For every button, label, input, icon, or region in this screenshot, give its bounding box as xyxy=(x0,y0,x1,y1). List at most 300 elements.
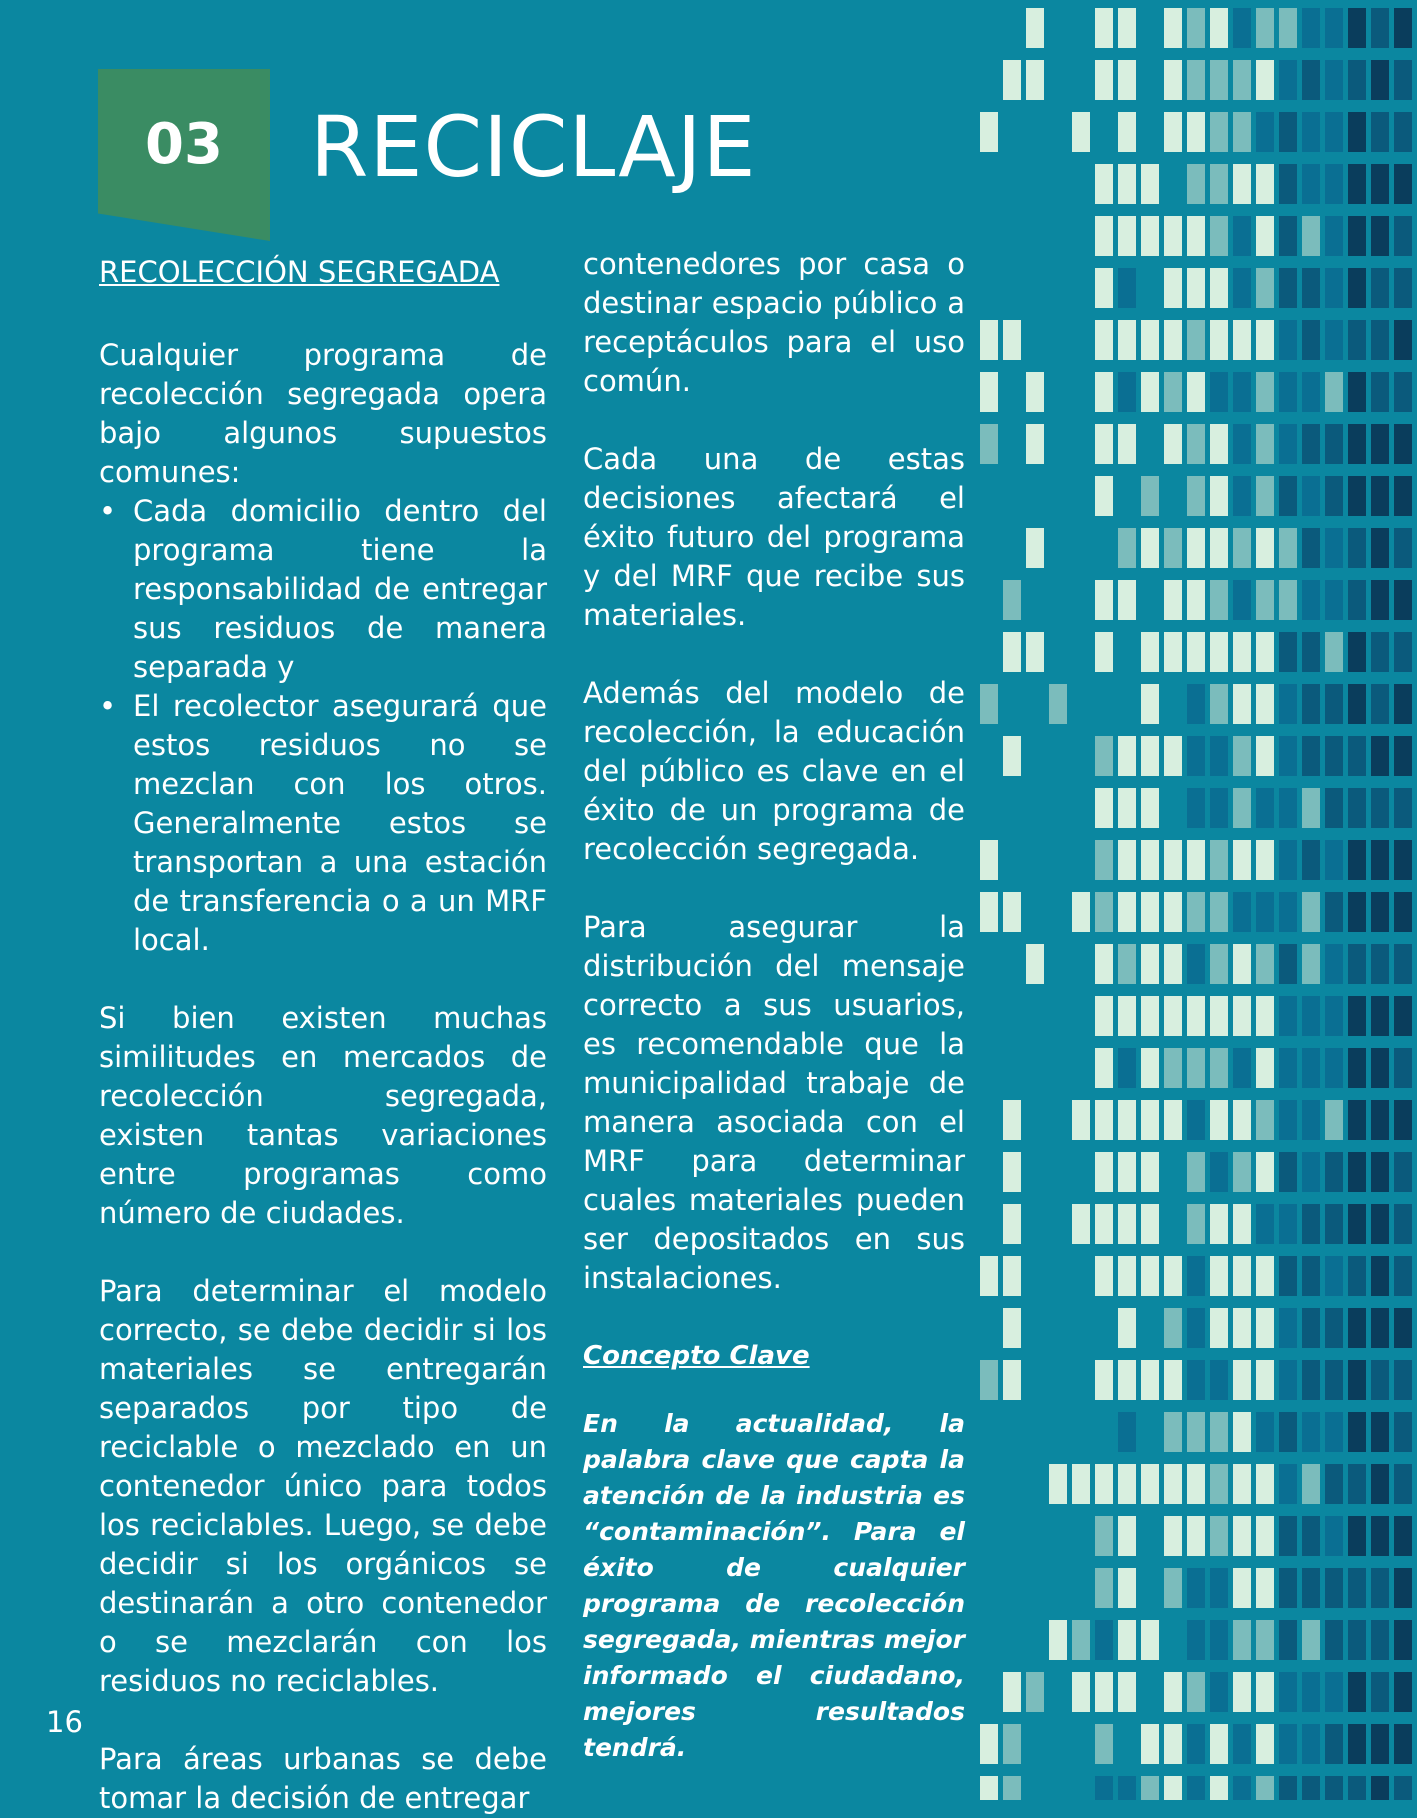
mosaic-tile xyxy=(1210,736,1228,776)
mosaic-tile xyxy=(1302,1204,1320,1244)
mosaic-tile xyxy=(1302,60,1320,100)
mosaic-tile xyxy=(1348,944,1366,984)
mosaic-tile xyxy=(1187,788,1205,828)
mosaic-tile xyxy=(1233,788,1251,828)
mosaic-tile xyxy=(1325,528,1343,568)
mosaic-tile xyxy=(1187,268,1205,308)
mosaic-tile xyxy=(1325,216,1343,256)
mosaic-tile xyxy=(1210,1204,1228,1244)
mosaic-tile xyxy=(1348,736,1366,776)
mosaic-tile xyxy=(1394,372,1412,412)
mosaic-tile xyxy=(1164,1360,1182,1400)
mosaic-tile xyxy=(1233,216,1251,256)
mosaic-tile xyxy=(1233,1672,1251,1712)
mosaic-tile xyxy=(1072,112,1090,152)
mosaic-tile xyxy=(1210,1152,1228,1192)
mosaic-tile xyxy=(1095,632,1113,672)
mosaic-tile xyxy=(1210,268,1228,308)
mosaic-tile xyxy=(1279,60,1297,100)
mosaic-tile xyxy=(1394,1204,1412,1244)
mosaic-tile xyxy=(1003,60,1021,100)
mosaic-tile xyxy=(1279,736,1297,776)
mosaic-tile xyxy=(1348,1204,1366,1244)
mosaic-tile xyxy=(1325,60,1343,100)
mosaic-tile xyxy=(1302,1724,1320,1764)
bullet-icon: • xyxy=(99,689,117,723)
mosaic-tile xyxy=(1095,840,1113,880)
mosaic-tile xyxy=(1233,476,1251,516)
mosaic-tile xyxy=(1164,424,1182,464)
mosaic-tile xyxy=(1279,1776,1297,1800)
mosaic-tile xyxy=(1325,1672,1343,1712)
mosaic-tile xyxy=(1371,840,1389,880)
mosaic-tile xyxy=(1325,1516,1343,1556)
mosaic-tile xyxy=(1026,1672,1044,1712)
mosaic-tile xyxy=(1118,996,1136,1036)
mosaic-tile xyxy=(1348,164,1366,204)
mosaic-tile xyxy=(1049,1464,1067,1504)
mosaic-tile xyxy=(1210,684,1228,724)
mosaic-tile xyxy=(1164,320,1182,360)
mosaic-tile xyxy=(1348,788,1366,828)
mosaic-tile xyxy=(1141,476,1159,516)
mosaic-tile xyxy=(1233,736,1251,776)
mosaic-tile xyxy=(1325,1308,1343,1348)
mosaic-tile xyxy=(1141,1464,1159,1504)
mosaic-tile xyxy=(1348,1308,1366,1348)
mosaic-tile xyxy=(1233,320,1251,360)
mosaic-tile xyxy=(1394,1256,1412,1296)
mosaic-tile xyxy=(1233,684,1251,724)
mosaic-tile xyxy=(1026,60,1044,100)
mosaic-tile xyxy=(1371,8,1389,48)
mosaic-tile xyxy=(1118,1516,1136,1556)
mosaic-tile xyxy=(1141,1204,1159,1244)
mosaic-tile xyxy=(1233,840,1251,880)
mosaic-tile xyxy=(1394,944,1412,984)
mosaic-tile xyxy=(1233,632,1251,672)
mosaic-tile xyxy=(1371,788,1389,828)
mosaic-tile xyxy=(1325,1620,1343,1660)
mosaic-tile xyxy=(1164,1672,1182,1712)
mosaic-tile xyxy=(1256,736,1274,776)
mosaic-tile xyxy=(1118,8,1136,48)
mosaic-tile xyxy=(1256,1360,1274,1400)
mosaic-tile xyxy=(1279,1048,1297,1088)
mosaic-tile xyxy=(1256,320,1274,360)
mosaic-tile xyxy=(1371,1048,1389,1088)
assumptions-list xyxy=(99,492,547,960)
mosaic-tile xyxy=(980,840,998,880)
mosaic-tile xyxy=(1095,372,1113,412)
mosaic-tile xyxy=(1348,1360,1366,1400)
mosaic-tile xyxy=(1141,1100,1159,1140)
mosaic-tile xyxy=(1210,8,1228,48)
mosaic-tile xyxy=(1118,164,1136,204)
mosaic-tile xyxy=(1187,1776,1205,1800)
mosaic-tile xyxy=(1256,1620,1274,1660)
mosaic-tile xyxy=(1095,320,1113,360)
mosaic-tile xyxy=(1394,1464,1412,1504)
mosaic-tile xyxy=(1095,944,1113,984)
mosaic-tile xyxy=(1118,892,1136,932)
mosaic-tile xyxy=(1118,736,1136,776)
bullet-icon: • xyxy=(99,494,117,528)
mosaic-tile xyxy=(1233,268,1251,308)
mosaic-tile xyxy=(1325,1776,1343,1800)
mosaic-tile xyxy=(1325,476,1343,516)
mosaic-tile xyxy=(1279,1464,1297,1504)
mosaic-tile xyxy=(1187,1256,1205,1296)
mosaic-tile xyxy=(1325,684,1343,724)
mosaic-tile xyxy=(1095,268,1113,308)
decorative-tile-mosaic xyxy=(980,0,1417,1800)
mosaic-tile xyxy=(1302,788,1320,828)
mosaic-tile xyxy=(1256,1776,1274,1800)
mosaic-tile xyxy=(1164,8,1182,48)
mosaic-tile xyxy=(1394,736,1412,776)
mosaic-tile xyxy=(1394,1100,1412,1140)
mosaic-tile xyxy=(1279,528,1297,568)
mosaic-tile xyxy=(1164,1776,1182,1800)
mosaic-tile xyxy=(1118,944,1136,984)
mosaic-tile xyxy=(1118,1568,1136,1608)
mosaic-tile xyxy=(1371,528,1389,568)
mosaic-tile xyxy=(1279,1568,1297,1608)
mosaic-tile xyxy=(1371,268,1389,308)
mosaic-tile xyxy=(1187,632,1205,672)
mosaic-tile xyxy=(1141,840,1159,880)
mosaic-tile xyxy=(1325,424,1343,464)
mosaic-tile xyxy=(1164,60,1182,100)
mosaic-tile xyxy=(980,892,998,932)
list-item: • El recolector asegurará que estos residuos no se mezclan con los otros. Generalmente estos se transportan a una estación de transferencia o a un MRF local. xyxy=(99,689,547,957)
mosaic-tile xyxy=(1279,1412,1297,1452)
mosaic-tile xyxy=(1164,1464,1182,1504)
mosaic-tile xyxy=(1187,1516,1205,1556)
mosaic-tile xyxy=(1003,1204,1021,1244)
mosaic-tile xyxy=(1394,216,1412,256)
mosaic-tile xyxy=(1348,684,1366,724)
mosaic-tile xyxy=(1233,1516,1251,1556)
mosaic-tile xyxy=(1164,372,1182,412)
mosaic-tile xyxy=(1279,1256,1297,1296)
body-paragraph: contenedores por casa o destinar espacio público a receptáculos para el uso común. xyxy=(583,247,965,398)
mosaic-tile xyxy=(1348,476,1366,516)
mosaic-tile xyxy=(1279,216,1297,256)
mosaic-tile xyxy=(1394,1152,1412,1192)
mosaic-tile xyxy=(1394,1360,1412,1400)
section-heading: RECOLECCIÓN SEGREGADA xyxy=(99,255,500,289)
mosaic-tile xyxy=(1003,1100,1021,1140)
mosaic-tile xyxy=(1210,1620,1228,1660)
mosaic-tile xyxy=(1233,164,1251,204)
mosaic-tile xyxy=(1187,1048,1205,1088)
mosaic-tile xyxy=(1210,1776,1228,1800)
mosaic-tile xyxy=(1256,216,1274,256)
mosaic-tile xyxy=(1118,1412,1136,1452)
mosaic-tile xyxy=(1095,892,1113,932)
mosaic-tile xyxy=(1233,528,1251,568)
mosaic-tile xyxy=(1279,268,1297,308)
mosaic-tile xyxy=(1371,1360,1389,1400)
mosaic-tile xyxy=(1348,632,1366,672)
mosaic-tile xyxy=(1118,580,1136,620)
mosaic-tile xyxy=(1256,1568,1274,1608)
mosaic-tile xyxy=(1210,632,1228,672)
section-number: 03 xyxy=(145,112,223,177)
mosaic-tile xyxy=(1325,1724,1343,1764)
mosaic-tile xyxy=(1325,1048,1343,1088)
mosaic-tile xyxy=(1279,1204,1297,1244)
mosaic-tile xyxy=(1279,684,1297,724)
mosaic-tile xyxy=(1187,580,1205,620)
mosaic-tile xyxy=(1279,840,1297,880)
mosaic-tile xyxy=(1325,1412,1343,1452)
mosaic-tile xyxy=(1141,996,1159,1036)
mosaic-tile xyxy=(1210,320,1228,360)
mosaic-tile xyxy=(1302,996,1320,1036)
mosaic-tile xyxy=(1348,840,1366,880)
mosaic-tile xyxy=(1118,216,1136,256)
mosaic-tile xyxy=(1325,8,1343,48)
mosaic-tile xyxy=(1003,892,1021,932)
mosaic-tile xyxy=(980,1256,998,1296)
mosaic-tile xyxy=(1233,1048,1251,1088)
mosaic-tile xyxy=(1256,476,1274,516)
mosaic-tile xyxy=(1233,1204,1251,1244)
mosaic-tile xyxy=(1279,1724,1297,1764)
mosaic-tile xyxy=(1325,1100,1343,1140)
body-paragraph: Además del modelo de recolección, la educación del público es clave en el éxito de un programa de recolección segregada. xyxy=(583,676,965,866)
mosaic-tile xyxy=(1348,1672,1366,1712)
mosaic-tile xyxy=(1348,8,1366,48)
mosaic-tile xyxy=(1095,164,1113,204)
mosaic-tile xyxy=(1026,632,1044,672)
mosaic-tile xyxy=(1187,1204,1205,1244)
mosaic-tile xyxy=(1187,112,1205,152)
mosaic-tile xyxy=(1118,1100,1136,1140)
mosaic-tile xyxy=(1187,528,1205,568)
mosaic-tile xyxy=(1210,216,1228,256)
mosaic-tile xyxy=(1210,476,1228,516)
mosaic-tile xyxy=(1118,1152,1136,1192)
mosaic-tile xyxy=(1279,164,1297,204)
mosaic-tile xyxy=(1302,1672,1320,1712)
page-number: 16 xyxy=(46,1705,83,1739)
mosaic-tile xyxy=(1233,1256,1251,1296)
mosaic-tile xyxy=(1118,1620,1136,1660)
mosaic-tile xyxy=(1164,1308,1182,1348)
mosaic-tile xyxy=(1279,1516,1297,1556)
mosaic-tile xyxy=(1371,1672,1389,1712)
mosaic-tile xyxy=(1187,372,1205,412)
mosaic-tile xyxy=(1394,1620,1412,1660)
mosaic-tile xyxy=(1141,736,1159,776)
mosaic-tile xyxy=(1187,944,1205,984)
body-paragraph: Para determinar el modelo correcto, se debe decidir si los materiales se entregarán separados por tipo de reciclable o mezclado en un contenedor único para todos los reciclables. Luego, se debe decidir si los orgánicos se destinarán a otro contenedor o se mezclarán con los residuos no reciclables. xyxy=(99,1274,547,1698)
mosaic-tile xyxy=(1394,684,1412,724)
mosaic-tile xyxy=(1210,1412,1228,1452)
mosaic-tile xyxy=(1072,1672,1090,1712)
mosaic-tile xyxy=(1141,632,1159,672)
mosaic-tile xyxy=(1233,1308,1251,1348)
mosaic-tile xyxy=(1302,580,1320,620)
mosaic-tile xyxy=(1141,164,1159,204)
mosaic-tile xyxy=(1325,632,1343,672)
mosaic-tile xyxy=(1302,892,1320,932)
mosaic-tile xyxy=(1095,1204,1113,1244)
mosaic-tile xyxy=(1141,892,1159,932)
mosaic-tile xyxy=(1371,580,1389,620)
mosaic-tile xyxy=(1164,632,1182,672)
mosaic-tile xyxy=(1371,1724,1389,1764)
mosaic-tile xyxy=(1256,268,1274,308)
mosaic-tile xyxy=(1256,1516,1274,1556)
mosaic-tile xyxy=(1371,372,1389,412)
mosaic-tile xyxy=(1141,1620,1159,1660)
mosaic-tile xyxy=(1348,1568,1366,1608)
mosaic-tile xyxy=(1371,60,1389,100)
mosaic-tile xyxy=(1371,1776,1389,1800)
mosaic-tile xyxy=(1118,424,1136,464)
mosaic-tile xyxy=(980,112,998,152)
mosaic-tile xyxy=(1348,1776,1366,1800)
mosaic-tile xyxy=(1164,1724,1182,1764)
mosaic-tile xyxy=(1302,1100,1320,1140)
mosaic-tile xyxy=(1187,1412,1205,1452)
mosaic-tile xyxy=(1187,1308,1205,1348)
mosaic-tile xyxy=(1210,1308,1228,1348)
mosaic-tile xyxy=(1394,1672,1412,1712)
mosaic-tile xyxy=(1233,1464,1251,1504)
mosaic-tile xyxy=(1164,268,1182,308)
mosaic-tile xyxy=(1325,1360,1343,1400)
key-concept-heading: Concepto Clave xyxy=(583,1341,810,1371)
mosaic-tile xyxy=(1325,736,1343,776)
mosaic-tile xyxy=(1003,736,1021,776)
mosaic-tile xyxy=(1302,476,1320,516)
mosaic-tile xyxy=(1210,1672,1228,1712)
mosaic-tile xyxy=(1302,372,1320,412)
mosaic-tile xyxy=(1302,112,1320,152)
mosaic-tile xyxy=(1371,892,1389,932)
mosaic-tile xyxy=(1095,1256,1113,1296)
mosaic-tile xyxy=(1187,684,1205,724)
mosaic-tile xyxy=(1233,1152,1251,1192)
mosaic-tile xyxy=(1187,736,1205,776)
mosaic-tile xyxy=(980,372,998,412)
mosaic-tile xyxy=(1348,1256,1366,1296)
mosaic-tile xyxy=(1348,996,1366,1036)
mosaic-tile xyxy=(1233,580,1251,620)
key-concept-body: En la actualidad, la palabra clave que capta la atención de la industria es “contaminación”. Para el éxito de cualquier programa de recolección segregada, mientras mejor informado el ciudadano, mejores resultados tendrá. xyxy=(583,1409,965,1762)
mosaic-tile xyxy=(1371,684,1389,724)
mosaic-tile xyxy=(1026,424,1044,464)
mosaic-tile xyxy=(1256,1048,1274,1088)
mosaic-tile xyxy=(1233,996,1251,1036)
mosaic-tile xyxy=(1164,580,1182,620)
mosaic-tile xyxy=(1256,1100,1274,1140)
mosaic-tile xyxy=(1187,60,1205,100)
mosaic-tile xyxy=(1210,1464,1228,1504)
mosaic-tile xyxy=(1325,892,1343,932)
mosaic-tile xyxy=(1256,944,1274,984)
mosaic-tile xyxy=(1210,60,1228,100)
mosaic-tile xyxy=(1118,1308,1136,1348)
mosaic-tile xyxy=(1210,372,1228,412)
right-column xyxy=(583,245,965,1766)
mosaic-tile xyxy=(1187,1152,1205,1192)
mosaic-tile xyxy=(1394,1412,1412,1452)
mosaic-tile xyxy=(1210,996,1228,1036)
mosaic-tile xyxy=(1348,580,1366,620)
mosaic-tile xyxy=(1302,164,1320,204)
mosaic-tile xyxy=(1003,1724,1021,1764)
mosaic-tile xyxy=(1187,1464,1205,1504)
mosaic-tile xyxy=(1325,268,1343,308)
mosaic-tile xyxy=(1118,1776,1136,1800)
left-column xyxy=(99,247,547,1818)
mosaic-tile xyxy=(1302,216,1320,256)
mosaic-tile xyxy=(1394,1776,1412,1800)
mosaic-tile xyxy=(1348,372,1366,412)
mosaic-tile xyxy=(1141,1256,1159,1296)
mosaic-tile xyxy=(1187,424,1205,464)
mosaic-tile xyxy=(1394,892,1412,932)
mosaic-tile xyxy=(1256,996,1274,1036)
mosaic-tile xyxy=(1302,1048,1320,1088)
mosaic-tile xyxy=(1302,528,1320,568)
mosaic-tile xyxy=(1049,1620,1067,1660)
mosaic-tile xyxy=(1325,1256,1343,1296)
mosaic-tile xyxy=(1348,1152,1366,1192)
mosaic-tile xyxy=(1095,1620,1113,1660)
mosaic-tile xyxy=(980,1724,998,1764)
mosaic-tile xyxy=(1118,1672,1136,1712)
mosaic-tile xyxy=(1141,372,1159,412)
mosaic-tile xyxy=(1233,1620,1251,1660)
mosaic-tile xyxy=(1394,164,1412,204)
mosaic-tile xyxy=(1394,8,1412,48)
mosaic-tile xyxy=(1233,1100,1251,1140)
mosaic-tile xyxy=(1118,268,1136,308)
mosaic-tile xyxy=(1394,996,1412,1036)
mosaic-tile xyxy=(1187,1620,1205,1660)
mosaic-tile xyxy=(1325,112,1343,152)
mosaic-tile xyxy=(1164,736,1182,776)
mosaic-tile xyxy=(1371,216,1389,256)
mosaic-tile xyxy=(1394,1048,1412,1088)
mosaic-tile xyxy=(1302,1360,1320,1400)
mosaic-tile xyxy=(1371,112,1389,152)
mosaic-tile xyxy=(1095,476,1113,516)
mosaic-tile xyxy=(1118,1360,1136,1400)
mosaic-tile xyxy=(1141,1724,1159,1764)
mosaic-tile xyxy=(1348,1724,1366,1764)
mosaic-tile xyxy=(1187,1672,1205,1712)
mosaic-tile xyxy=(1164,1412,1182,1452)
mosaic-tile xyxy=(1118,528,1136,568)
mosaic-tile xyxy=(1095,580,1113,620)
mosaic-tile xyxy=(1118,372,1136,412)
mosaic-tile xyxy=(1371,164,1389,204)
mosaic-tile xyxy=(1187,1100,1205,1140)
page-title: RECICLAJE xyxy=(310,98,757,196)
mosaic-tile xyxy=(1210,1568,1228,1608)
mosaic-tile xyxy=(1233,1776,1251,1800)
mosaic-tile xyxy=(1164,1516,1182,1556)
